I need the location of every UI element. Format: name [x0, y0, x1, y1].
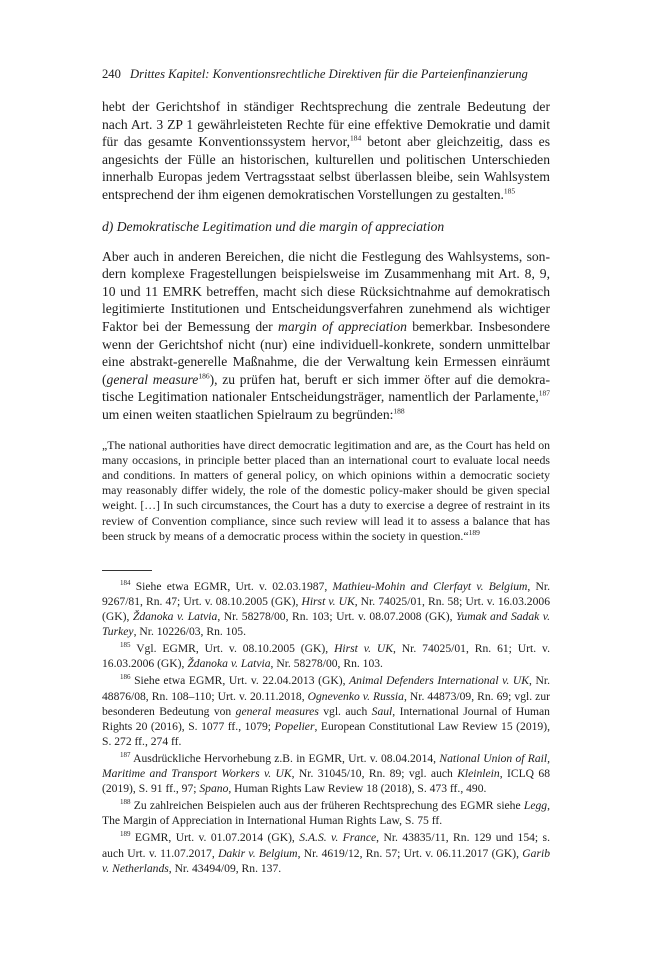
- running-head: [102, 66, 550, 82]
- chapter-title: Drittes Kapitel: Konventionsrechtliche Direktiven für die Parteienfinanzierung: [130, 67, 528, 81]
- footnote-number: 189: [120, 830, 131, 839]
- footnote-separator: [102, 570, 152, 571]
- paragraph-1: hebt der Gerichtshof in ständiger Rechtsprechung die zentrale Bedeutung der nach Art. 3 ZP 1 gewährleisteten Rechte für eine effektive Demokratie und damit für das gesamte Konventionssystem hervor,$^{184}$ betont aber gleichzeitig, dass es angesichts der Fülle an historischen, kulturellen und politischen Unterschieden innerhalb Europas jedem Vertragsstaat selbst überlassen bleibe, sein Wahlsystem entsprechend der ihm eigenen demokratischen Vorstellungen zu gestalten.$^{185}$: [102, 99, 551, 202]
- footnotes: [102, 579, 550, 876]
- footnote-ref: 184: [349, 133, 362, 143]
- footnote-ref: 185: [503, 186, 516, 196]
- footnote: $^{189}$ EGMR, Urt. v. 01.07.2014 (GK), S.A.S. v. France, Nr. 43835/11, Rn. 129 und 154; s. auch Urt. v. 11.07.2017, Dakir v. Belgium, Nr. 4619/12, Rn. 57; Urt. v. 06.11.2017 (GK), Garib v. Netherlands, Nr. 43494/09, Rn. 137.: [102, 830, 550, 875]
- footnote-ref: 188: [393, 406, 405, 416]
- footnote: $^{188}$ Zu zahlreichen Beispielen auch aus der früheren Rechtsprechung des EGMR siehe Legg, The Margin of Appreciation in International Human Rights Law, S. 75 ff.: [102, 798, 550, 828]
- block-quote: „The national authorities have direct democratic legitimation and are, as the Court has held on many occasions, in principle better placed than an international court to evaluate local needs and conditions. In matters of general policy, on which opinions within a democratic society may reasonably differ widely, the role of the domestic policy-maker should be given special weight. […] In such circumstances, the Court has a duty to exercise a degree of restraint in its review of Convention compliance, since such review will lead it to assess a balance that has been struck by means of a democratic process within the society in question.“$^{189}$: [102, 437, 550, 543]
- footnote: $^{185}$ Vgl. EGMR, Urt. v. 08.10.2005 (GK), Hirst v. UK, Nr. 74025/01, Rn. 61; Urt. v. 16.03.2006 (GK), Ždanoka v. Latvia, Nr. 58278/00, Rn. 103.: [102, 641, 550, 671]
- book-page: [102, 66, 550, 878]
- footnote: $^{187}$ Ausdrückliche Hervorhebung z.B. in EGMR, Urt. v. 08.04.2014, National Union of Rail, Maritime and Transport Workers v. UK, Nr. 31045/10, Rn. 89; vgl. auch Kleinlein, ICLQ 68 (2019), S. 91 ff., 97; Spano, Human Rights Law Review 18 (2018), S. 473 ff., 490.: [102, 751, 550, 796]
- footnote-ref: 189: [468, 527, 480, 537]
- main-text: [102, 98, 550, 424]
- footnote-number: 184: [120, 579, 131, 588]
- footnote-number: 188: [120, 798, 131, 807]
- footnote: $^{184}$ Siehe etwa EGMR, Urt. v. 02.03.1987, Mathieu-Mohin and Clerfayt v. Belgium, Nr. 9267/81, Rn. 47; Urt. v. 08.10.2005 (GK), Hirst v. UK, Nr. 74025/01, Rn. 58; Urt. v. 16.03.2006 (GK), Ždanoka v. Latvia, Nr. 58278/00, Rn. 103; Urt. v. 08.07.2008 (GK), Yumak and Sadak v. Turkey, Nr. 10226/03, Rn. 105.: [102, 579, 550, 639]
- footnote-number: 186: [120, 673, 131, 682]
- footnote-ref: 187: [538, 388, 550, 398]
- footnote-ref: 186: [198, 371, 210, 381]
- page-number: 240: [102, 67, 121, 81]
- footnote-number: 187: [120, 751, 131, 760]
- footnote-number: 185: [120, 641, 131, 650]
- paragraph-2: Aber auch in anderen Bereichen, die nicht die Festlegung des Wahlsystems, sondern komplexe Fragestellungen beispielsweise im Zusammenhang mit Art. 8, 9, 10 und 11 EMRK betreffen, macht sich diese Rücksichtnahme auf demokratisch legitimierte Institutionen und Entscheidungsverfahren zunehmend als wichtiger Faktor bei der Bemessung der margin of appreciation bemerkbar. Insbesondere wenn der Gerichtshof nicht (nur) eine individuell-konkrete, sondern unmittelbar eine abstrakt-generelle Maßnahme, die der Verwaltung kein Ermessen einräumt (general measure$^{186}$), zu prüfen hat, beruft er sich immer öfter auf die demokratische Legitimation nationaler Entscheidungsträger, namentlich der Parlamente,$^{187}$ um einen weiten staatlichen Spielraum zu begründen:$^{188}$: [102, 248, 551, 422]
- section-heading: d) Demokratische Legitimation und die margin of appreciation: [102, 218, 445, 234]
- footnote: $^{186}$ Siehe etwa EGMR, Urt. v. 22.04.2013 (GK), Animal Defenders International v. UK, Nr. 48876/08, Rn. 108–110; Urt. v. 20.11.2018, Ognevenko v. Russia, Nr. 44873/09, Rn. 69; vgl. zur besonderen Bedeutung von general measures vgl. auch Saul, International Journal of Human Rights 20 (2016), S. 1077 ff., 1079; Popelier, European Constitutional Law Review 15 (2019), S. 272 ff., 274 ff.: [102, 673, 550, 748]
